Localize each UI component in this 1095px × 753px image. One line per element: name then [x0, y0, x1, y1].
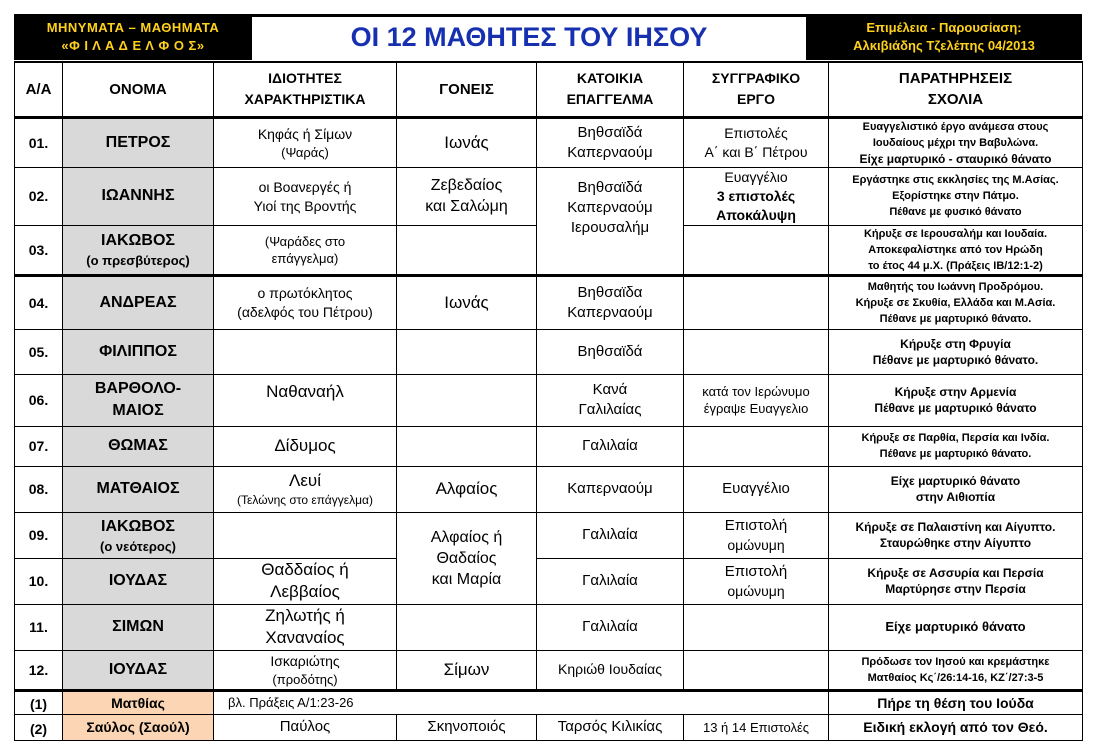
header-right-line1: Επιμέλεια - Παρουσίαση: [866, 20, 1022, 35]
col-home [537, 62, 684, 117]
disciple-name: ΙΑΚΩΒΟΣ [101, 232, 175, 249]
home-cell: Γαλιλαία [537, 558, 684, 604]
notes-line: Κήρυξε στη Φρυγία [900, 336, 1011, 351]
notes-cell: Είχε μαρτυρικό θάνατο [829, 604, 1083, 650]
col-notes [829, 62, 1083, 117]
notes-line: Εργάστηκε στις εκκλησίες της Μ.Ασίας. [852, 174, 1059, 186]
notes-line: Πέθανε με φυσικό θάνατο [889, 206, 1022, 218]
traits-sub: (Τελώνης στο επάγγελμα) [237, 493, 373, 507]
header-left-box [14, 14, 252, 60]
disciple-name-cell [63, 225, 214, 275]
home-line: Κανά [592, 381, 628, 398]
home-cell-empty [537, 690, 684, 714]
home-line: Καπερναούμ [567, 303, 653, 321]
replacement-name: Σαύλος (Σαούλ) [63, 714, 214, 740]
traits-line: (αδελφός του Πέτρου) [237, 303, 373, 320]
disciple-name: ΙΑΚΩΒΟΣ [101, 517, 175, 535]
table-row [15, 714, 1083, 740]
parents-line: Ζεβεδαίος [430, 177, 503, 194]
work-cell-empty [684, 225, 829, 275]
parents-cell-empty [397, 329, 537, 374]
work-line: ομώνυμη [727, 536, 785, 553]
home-line: Βηθσαϊδά [577, 178, 643, 196]
parents-cell: Ιωνάς [397, 275, 537, 329]
home-cell [537, 275, 684, 329]
home-cell: Κηριώθ Ιουδαίας [537, 650, 684, 690]
notes-line: Κήρυξε σε Ασσυρία και Περσία [867, 566, 1044, 580]
table-row [15, 690, 1083, 714]
parents-cell: Σίμων [397, 650, 537, 690]
disciple-name-sub: (ο νεότερος) [100, 538, 176, 554]
replacement-name: Ματθίας [63, 690, 214, 714]
parents-line: και Σαλώμη [425, 198, 508, 215]
traits-line: Χαναναίος [265, 628, 345, 647]
work-cell [684, 512, 829, 558]
row-number: 09. [15, 512, 63, 558]
work-line: Επιστολή [724, 516, 788, 534]
traits-line: Θαδδαίος ή [261, 560, 349, 579]
row-number: 04. [15, 275, 63, 329]
work-line: Αποκάλυψη [716, 206, 796, 223]
parents-cell-empty [397, 225, 537, 275]
notes-line: Πέθανε με μαρτυρικό θάνατο. [879, 312, 1032, 325]
work-line: κατά τον Ιερώνυμο [702, 384, 810, 399]
traits-line: Ζηλωτής ή [265, 606, 345, 625]
col-notes-line1: ΠΑΡΑΤΗΡΗΣΕΙΣ [898, 70, 1013, 88]
notes-cell [829, 466, 1083, 512]
table-header-row [15, 62, 1083, 117]
col-notes-line2: ΣΧΟΛΙΑ [927, 91, 984, 109]
row-number: 02. [15, 167, 63, 225]
notes-line: Κήρυξε σε Σκυθία, Ελλάδα και Μ.Ασία. [855, 296, 1056, 309]
traits-cell [214, 167, 397, 225]
work-line: Α΄ και Β΄ Πέτρου [704, 143, 808, 160]
notes-cell [829, 558, 1083, 604]
header-left-line2: «Φ Ι Λ Α Δ Ε Λ Φ Ο Σ» [61, 38, 205, 53]
work-cell [684, 558, 829, 604]
table-row [15, 167, 1083, 225]
notes-line: Πέθανε με μαρτυρικό θάνατο. [879, 448, 1032, 460]
row-number: 06. [15, 374, 63, 426]
notes-cell [829, 225, 1083, 275]
notes-line: Εξορίστηκε στην Πάτμο. [892, 190, 1019, 202]
notes-line: Μαθητής του Ιωάννη Προδρόμου. [867, 280, 1044, 293]
traits-line: ο πρωτόκλητος [257, 284, 353, 301]
notes-line: Ιουδαίους μέχρι την Βαβυλώνα. [872, 136, 1039, 149]
col-traits [214, 62, 397, 117]
traits-main: Κηφάς ή Σίμων [257, 125, 353, 142]
disciple-name: ΣΙΜΩΝ [63, 604, 214, 650]
traits-cell [214, 466, 397, 512]
parents-cell [397, 512, 537, 604]
traits-cell [214, 275, 397, 329]
traits-line: Λεββαίος [270, 582, 340, 601]
disciple-name: ΒΑΡΘΟΛΟ- [94, 380, 182, 397]
traits-cell-empty [214, 512, 397, 558]
parents-cell [397, 167, 537, 225]
notes-cell [829, 275, 1083, 329]
parents-line: και Μαρία [431, 570, 502, 588]
row-number: 08. [15, 466, 63, 512]
notes-line: Είχε μαρτυρικό θάνατο [890, 474, 1021, 488]
home-line: Καπερναούμ [567, 143, 653, 161]
work-line: Ευαγγέλιο [724, 168, 788, 185]
row-number: 10. [15, 558, 63, 604]
disciple-name: ΑΝΔΡΕΑΣ [63, 275, 214, 329]
col-work [684, 62, 829, 117]
disciple-name: ΜΑΙΟΣ [112, 402, 164, 419]
row-number: 12. [15, 650, 63, 690]
work-line: 3 επιστολές [716, 187, 796, 204]
col-home-line1: ΚΑΤΟΙΚΙΑ [576, 70, 644, 87]
table-row [15, 512, 1083, 558]
notes-cell [829, 167, 1083, 225]
notes-cell [829, 374, 1083, 426]
home-line: Βηθσαϊδά [577, 123, 643, 141]
home-cell: Βηθσαϊδά [537, 329, 684, 374]
traits-line: (Ψαράδες στο [264, 233, 346, 249]
traits-line: οι Βοανεργές ή [258, 178, 352, 195]
notes-line: Κήρυξε σε Παρθία, Περσία και Ινδία. [861, 432, 1050, 444]
col-name: ΟΝΟΜΑ [63, 62, 214, 117]
disciple-name-cell [63, 512, 214, 558]
work-line: έγραψε Ευαγγελιο [703, 401, 809, 416]
notes-line: Πέθανε με μαρτυρικό θάνατο. [872, 352, 1039, 367]
work-cell-empty [684, 275, 829, 329]
notes-cell [829, 650, 1083, 690]
work-cell-empty [684, 690, 829, 714]
table-row [15, 275, 1083, 329]
parents-line: Αλφαίος ή [430, 528, 503, 546]
notes-cell [829, 117, 1083, 167]
work-line: Επιστολές [724, 124, 788, 141]
notes-line: στην Αιθιοπία [915, 490, 996, 504]
traits-line: Υιοί της Βροντής [253, 197, 357, 214]
disciple-name: ΙΟΥΔΑΣ [63, 650, 214, 690]
traits-line: Ισκαριώτης [270, 652, 340, 669]
home-line: Καπερναούμ [567, 198, 653, 216]
notes-line: Κήρυξε σε Παλαιστίνη και Αίγυπτο. [855, 520, 1056, 534]
parents-cell-empty [397, 604, 537, 650]
notes-line: Αποκεφαλίστηκε από τον Ηρώδη [868, 243, 1043, 256]
disciple-name: ΠΕΤΡΟΣ [63, 117, 214, 167]
disciples-table [14, 61, 1083, 741]
col-parents: ΓΟΝΕΙΣ [397, 62, 537, 117]
row-number: (2) [15, 714, 63, 740]
notes-cell [829, 512, 1083, 558]
table-row [15, 117, 1083, 167]
work-cell [684, 167, 829, 225]
col-work-line2: ΕΡΓΟ [737, 91, 775, 108]
notes-line: Μαρτύρησε στην Περσία [885, 582, 1026, 596]
table-row [15, 604, 1083, 650]
row-number: 11. [15, 604, 63, 650]
disciple-name: ΦΙΛΙΠΠΟΣ [63, 329, 214, 374]
col-work-line1: ΣΥΓΓΡΑΦΙΚΟ [711, 70, 801, 87]
col-aa: Α/Α [15, 62, 63, 117]
notes-cell: Πήρε τη θέση του Ιούδα [829, 690, 1083, 714]
table-row [15, 650, 1083, 690]
home-line: Ιερουσαλήμ [570, 218, 650, 236]
disciple-name: ΙΟΥΔΑΣ [63, 558, 214, 604]
work-cell-empty [684, 604, 829, 650]
parents-cell-empty [397, 426, 537, 466]
traits-cell-empty [214, 329, 397, 374]
notes-line: Ευαγγελιστικό έργο ανάμεσα στους [862, 120, 1049, 133]
notes-line: Πρόδωσε τον Ιησού και κρεμάστηκε [861, 655, 1050, 668]
notes-line: Σταυρώθηκε στην Αίγυπτο [879, 536, 1032, 550]
col-traits-line2: ΧΑΡΑΚΤΗΡΙΣΤΙΚΑ [244, 91, 366, 108]
work-line: Επιστολή [724, 562, 788, 580]
work-cell [684, 117, 829, 167]
traits-cell [214, 650, 397, 690]
row-number: 01. [15, 117, 63, 167]
disciple-name-sub: (ο πρεσβύτερος) [86, 253, 190, 268]
traits-cell: βλ. Πράξεις Α/1:23-26 [214, 690, 537, 714]
page-title: ΟΙ 12 ΜΑΘΗΤΕΣ ΤΟΥ ΙΗΣΟΥ [252, 14, 806, 60]
parents-cell: Αλφαίος [397, 466, 537, 512]
traits-cell [214, 604, 397, 650]
notes-line: Κήρυξε στην Αρμενία [894, 385, 1017, 399]
notes-line: Ματθαίος Κς΄/26:14-16, ΚΖ΄/27:3-5 [867, 671, 1044, 684]
table-row [15, 374, 1083, 426]
parents-cell: Σκηνοποιός [397, 714, 537, 740]
home-cell: Γαλιλαία [537, 426, 684, 466]
work-cell-empty [684, 650, 829, 690]
home-cell [537, 167, 684, 275]
notes-cell [829, 426, 1083, 466]
traits-line: (προδότης) [272, 671, 338, 687]
traits-cell [214, 558, 397, 604]
traits-cell [214, 225, 397, 275]
work-cell: Ευαγγέλιο [684, 466, 829, 512]
table-row [15, 426, 1083, 466]
disciple-name: ΜΑΤΘΑΙΟΣ [63, 466, 214, 512]
traits-cell: Παύλος [214, 714, 397, 740]
notes-line: Πέθανε με μαρτυρικό θάνατο [874, 401, 1037, 415]
home-cell [537, 374, 684, 426]
row-number: 03. [15, 225, 63, 275]
table-row [15, 466, 1083, 512]
parents-cell-empty [397, 374, 537, 426]
notes-line: το έτος 44 μ.Χ. (Πράξεις ΙΒ/12:1-2) [868, 259, 1043, 272]
row-number: 05. [15, 329, 63, 374]
table-row [15, 558, 1083, 604]
row-number: 07. [15, 426, 63, 466]
traits-cell: Δίδυμος [214, 426, 397, 466]
traits-cell: Ναθαναήλ [214, 374, 397, 426]
work-line: ομώνυμη [727, 582, 785, 599]
notes-cell: Ειδική εκλογή από τον Θεό. [829, 714, 1083, 740]
home-cell: Ταρσός Κιλικίας [537, 714, 684, 740]
work-cell-empty [684, 329, 829, 374]
traits-line: επάγγελμα) [271, 250, 339, 266]
disciple-name: ΘΩΜΑΣ [63, 426, 214, 466]
home-cell: Γαλιλαία [537, 512, 684, 558]
notes-line: Είχε μαρτυρικό - σταυρικό θάνατο [859, 151, 1052, 166]
work-cell: 13 ή 14 Επιστολές [684, 714, 829, 740]
traits-main: Λευί [288, 471, 321, 490]
disciple-name-cell [63, 374, 214, 426]
header-left-line1: ΜΗΝΥΜΑΤΑ – ΜΑΘΗΜΑΤΑ [46, 20, 220, 35]
header-right-line2: Αλκιβιάδης Τζελέπης 04/2013 [853, 38, 1035, 53]
disciple-name: ΙΩΑΝΝΗΣ [63, 167, 214, 225]
header-banner [14, 14, 1082, 60]
work-cell-empty [684, 426, 829, 466]
notes-cell [829, 329, 1083, 374]
col-home-line2: ΕΠΑΓΓΕΛΜΑ [566, 91, 654, 108]
home-cell: Καπερναούμ [537, 466, 684, 512]
row-number: (1) [15, 690, 63, 714]
home-cell [537, 117, 684, 167]
notes-line: Κήρυξε σε Ιερουσαλήμ και Ιουδαία. [863, 227, 1048, 240]
home-line: Γαλιλαίας [578, 401, 642, 418]
col-traits-line1: ΙΔΙΟΤΗΤΕΣ [268, 70, 342, 87]
header-right-box [806, 14, 1082, 60]
parents-cell: Ιωνάς [397, 117, 537, 167]
work-cell [684, 374, 829, 426]
home-line: Βηθσαϊδα [577, 283, 643, 301]
table-row [15, 329, 1083, 374]
parents-line: Θαδαίος [436, 549, 497, 567]
home-cell: Γαλιλαία [537, 604, 684, 650]
traits-sub: (Ψαράς) [281, 144, 329, 160]
traits-cell [214, 117, 397, 167]
